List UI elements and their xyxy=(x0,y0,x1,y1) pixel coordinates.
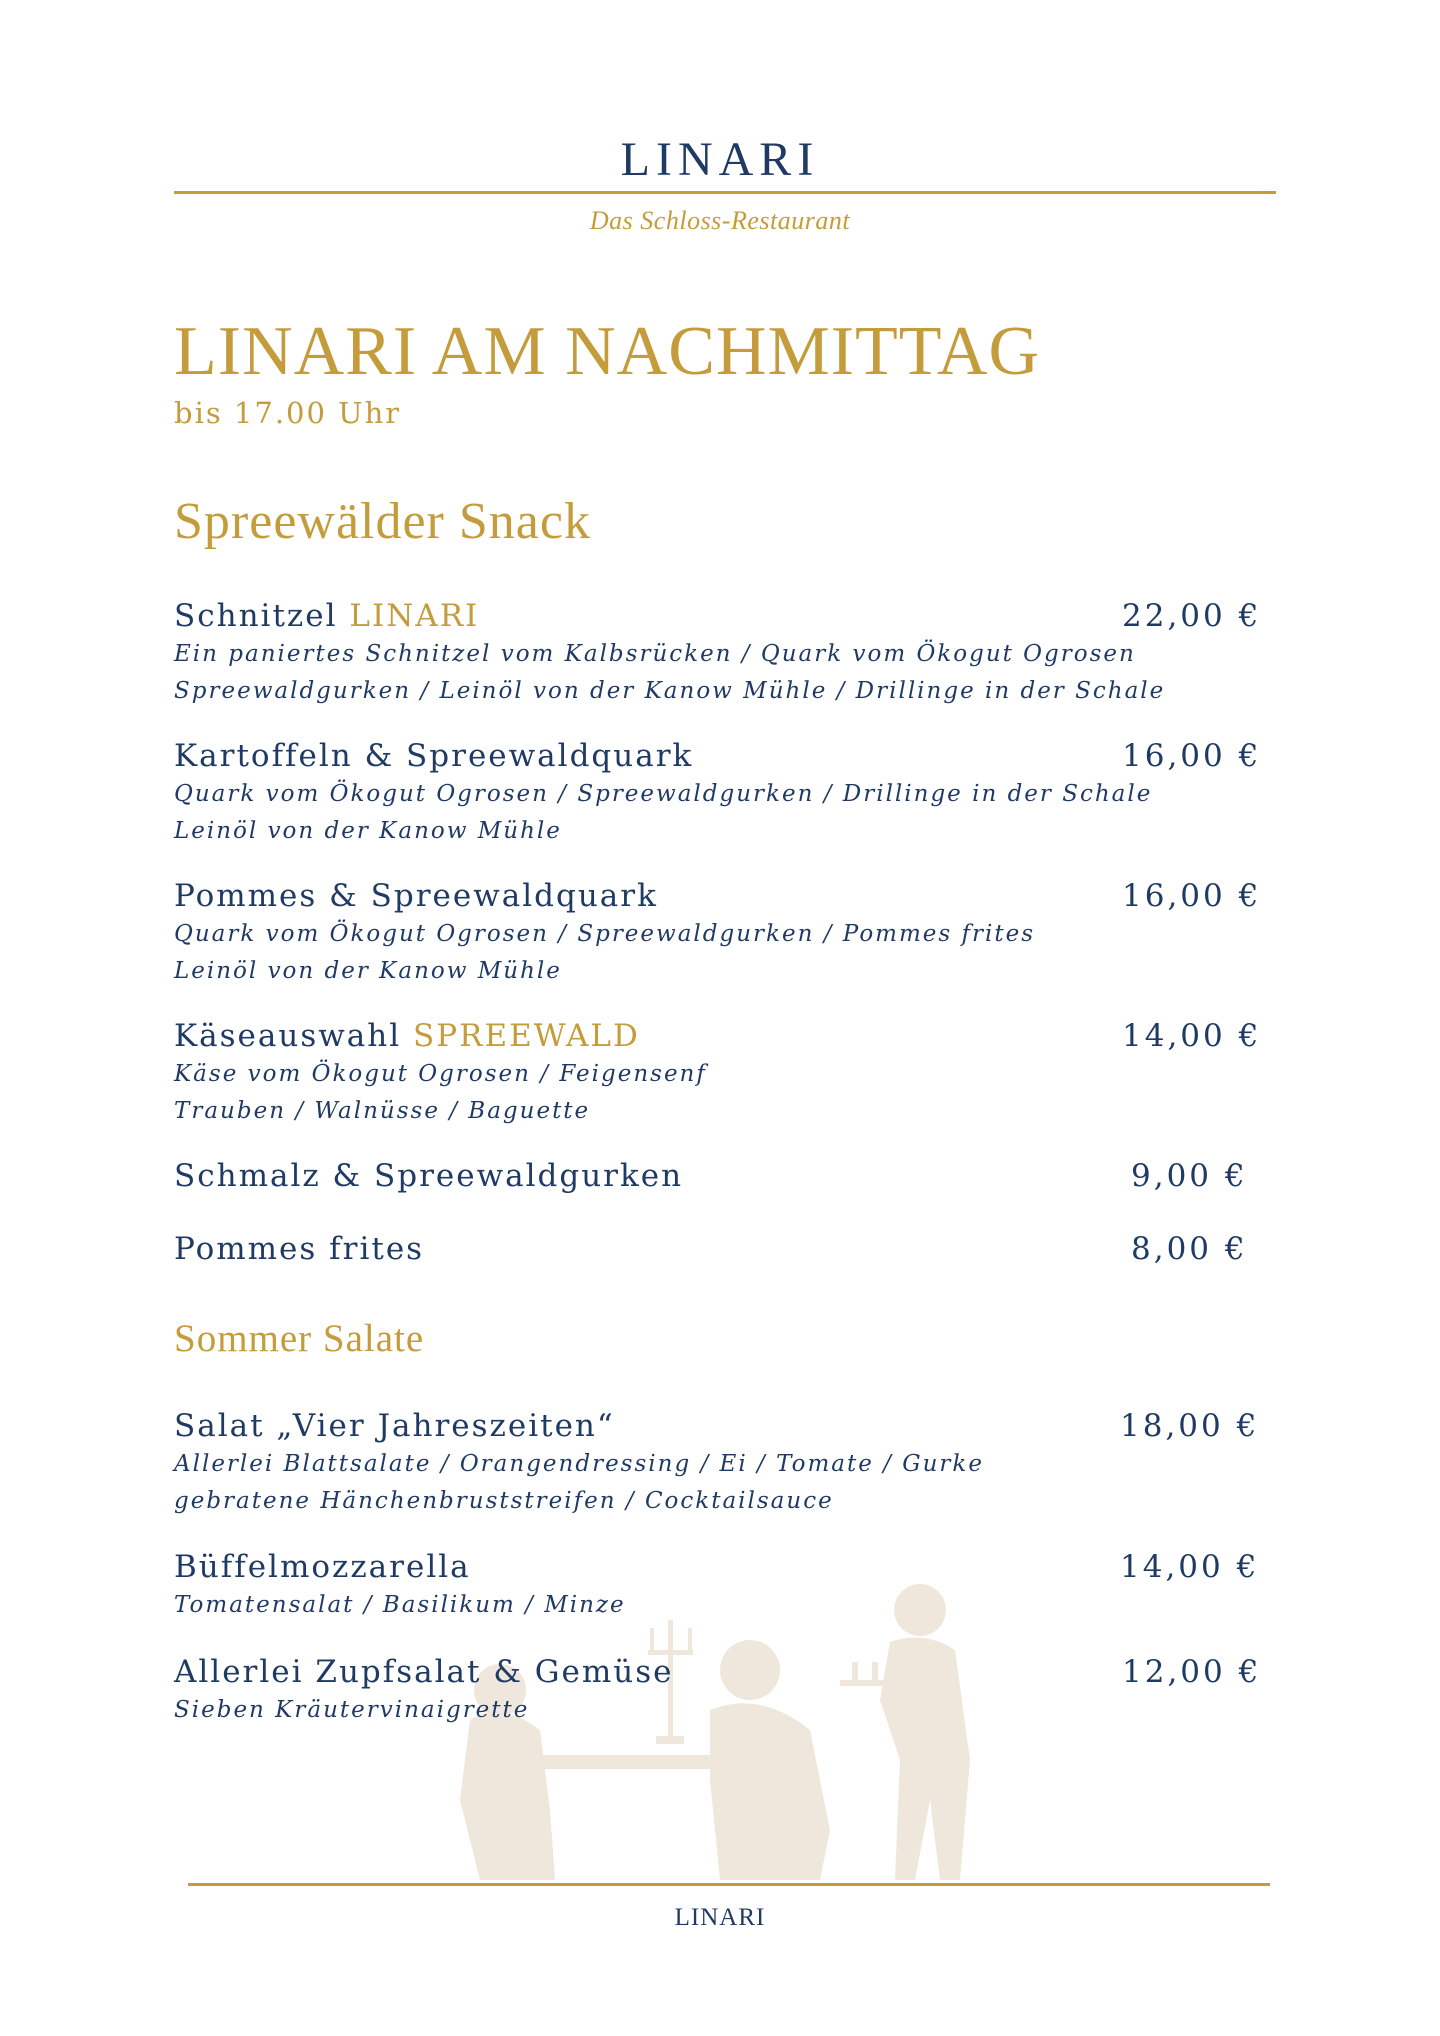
item-price: 14,00 € xyxy=(1122,1018,1262,1054)
menu-item xyxy=(174,1408,1260,1518)
item-description: Spreewaldgurken / Leinöl von der Kanow Mühle / Drillinge in der Schale xyxy=(174,678,1166,704)
menu-item xyxy=(174,878,1262,988)
section-title-snack: Spreewälder Snack xyxy=(174,493,591,550)
item-price: 18,00 € xyxy=(1120,1408,1260,1444)
item-name: Schmalz & Spreewaldgurken xyxy=(174,1158,684,1194)
item-description: Leinöl von der Kanow Mühle xyxy=(174,958,562,984)
menu-item xyxy=(174,1654,1262,1727)
item-price: 16,00 € xyxy=(1122,878,1262,914)
page-title: LINARI AM NACHMITTAG xyxy=(174,313,1041,390)
item-name: Schnitzel LINARI xyxy=(174,598,480,634)
item-description: Trauben / Walnüsse / Baguette xyxy=(174,1098,591,1124)
menu-item xyxy=(174,738,1262,848)
menu-item xyxy=(174,1018,1262,1128)
item-description: Allerlei Blattsalate / Orangendressing / Ei / Tomate / Gurke xyxy=(174,1451,984,1477)
item-description: Käse vom Ökogut Ogrosen / Feigensenf xyxy=(174,1061,707,1087)
item-name: Salat „Vier Jahreszeiten“ xyxy=(174,1408,615,1444)
page-subtitle: bis 17.00 Uhr xyxy=(174,396,402,430)
item-description: Tomatensalat / Basilikum / Minze xyxy=(174,1592,626,1618)
item-description: Quark vom Ökogut Ogrosen / Spreewaldgurken / Drillinge in der Schale xyxy=(174,781,1153,807)
item-name: Büffelmozzarella xyxy=(174,1549,471,1585)
item-description: Sieben Kräutervinaigrette xyxy=(174,1697,530,1723)
menu-item xyxy=(174,1231,1254,1267)
dining-scene-silhouette-icon xyxy=(460,1580,1000,1890)
footer-logo: LINARI xyxy=(674,1904,766,1931)
item-name: Käseauswahl SPREEWALD xyxy=(174,1018,640,1054)
item-price: 12,00 € xyxy=(1122,1654,1262,1690)
item-price: 14,00 € xyxy=(1120,1549,1260,1585)
item-description: Quark vom Ökogut Ogrosen / Spreewaldgurken / Pommes frites xyxy=(174,921,1036,947)
header-logo: LINARI xyxy=(620,133,820,186)
item-price: 8,00 € xyxy=(1131,1231,1248,1267)
item-name: Allerlei Zupfsalat & Gemüse xyxy=(174,1654,674,1690)
item-description: gebratene Hänchenbruststreifen / Cocktailsauce xyxy=(174,1488,834,1514)
item-name: Pommes & Spreewaldquark xyxy=(174,878,658,914)
section-title-salads: Sommer Salate xyxy=(174,1317,425,1360)
menu-item xyxy=(174,598,1262,708)
header-rule xyxy=(174,191,1276,194)
header-subtitle: Das Schloss-Restaurant xyxy=(589,206,851,235)
menu-item xyxy=(174,1158,1254,1194)
item-price: 22,00 € xyxy=(1122,598,1262,634)
item-description: Ein paniertes Schnitzel vom Kalbsrücken / Quark vom Ökogut Ogrosen xyxy=(174,641,1136,667)
footer-rule xyxy=(188,1883,1270,1886)
item-name: Kartoffeln & Spreewaldquark xyxy=(174,738,694,774)
item-name: Pommes frites xyxy=(174,1231,425,1267)
item-description: Leinöl von der Kanow Mühle xyxy=(174,818,562,844)
item-price: 16,00 € xyxy=(1122,738,1262,774)
item-price: 9,00 € xyxy=(1131,1158,1248,1194)
